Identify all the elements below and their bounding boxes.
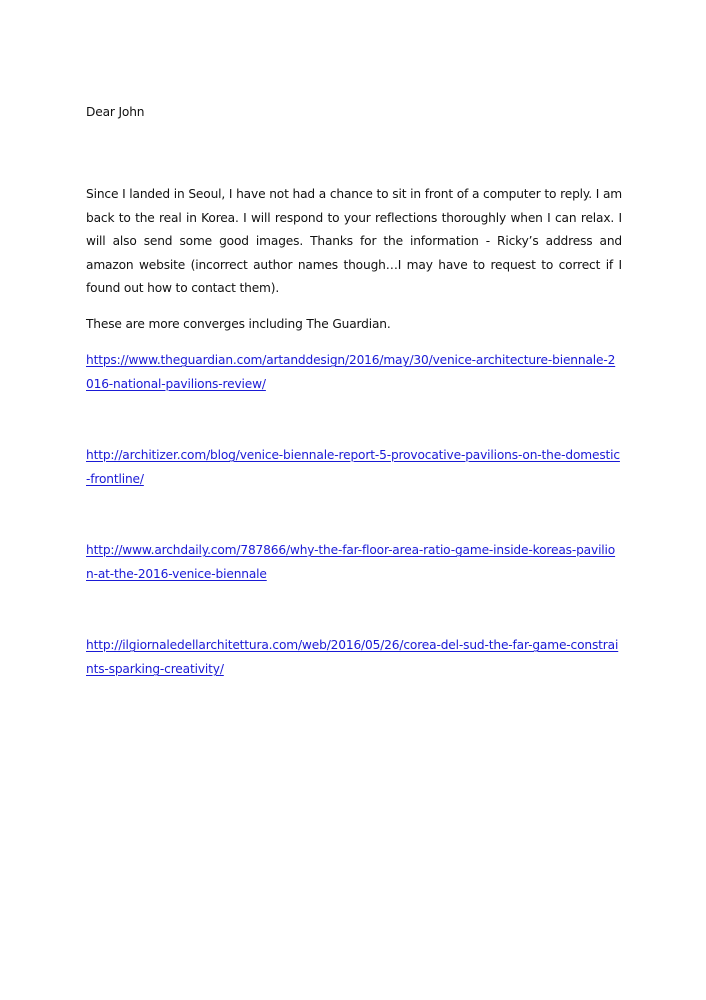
body-paragraph: Since I landed in Seoul, I have not had a chance to sit in front of a computer to reply. I am back to the real in Korea. I will respond to your reflections thoroughly when I can relax. I will also send some good images. Thanks for the information - Ricky’s address and amazon website (incorrect author names though…I may have to request to correct if I found out how to contact them). [86,187,622,295]
giornale-architettura-link[interactable]: http://ilgiornaledellarchitettura.com/web/2016/05/26/corea-del-sud-the-far-game-constraints-sparking-creativity/ [86,638,619,676]
architizer-link[interactable]: http://architizer.com/blog/venice-biennale-report-5-provocative-pavilions-on-the-domestic-frontline/ [86,448,620,486]
archdaily-link[interactable]: http://www.archdaily.com/787866/why-the-far-floor-area-ratio-game-inside-koreas-pavilion-at-the-2016-venice-biennale [86,543,616,581]
coverage-intro: These are more converges including The Guardian. [86,316,391,331]
guardian-link[interactable]: https://www.theguardian.com/artanddesign/2016/may/30/venice-architecture-biennale-2016-national-pavilions-review/ [86,353,616,391]
letter-text [86,102,622,336]
salutation: Dear John [86,105,145,119]
